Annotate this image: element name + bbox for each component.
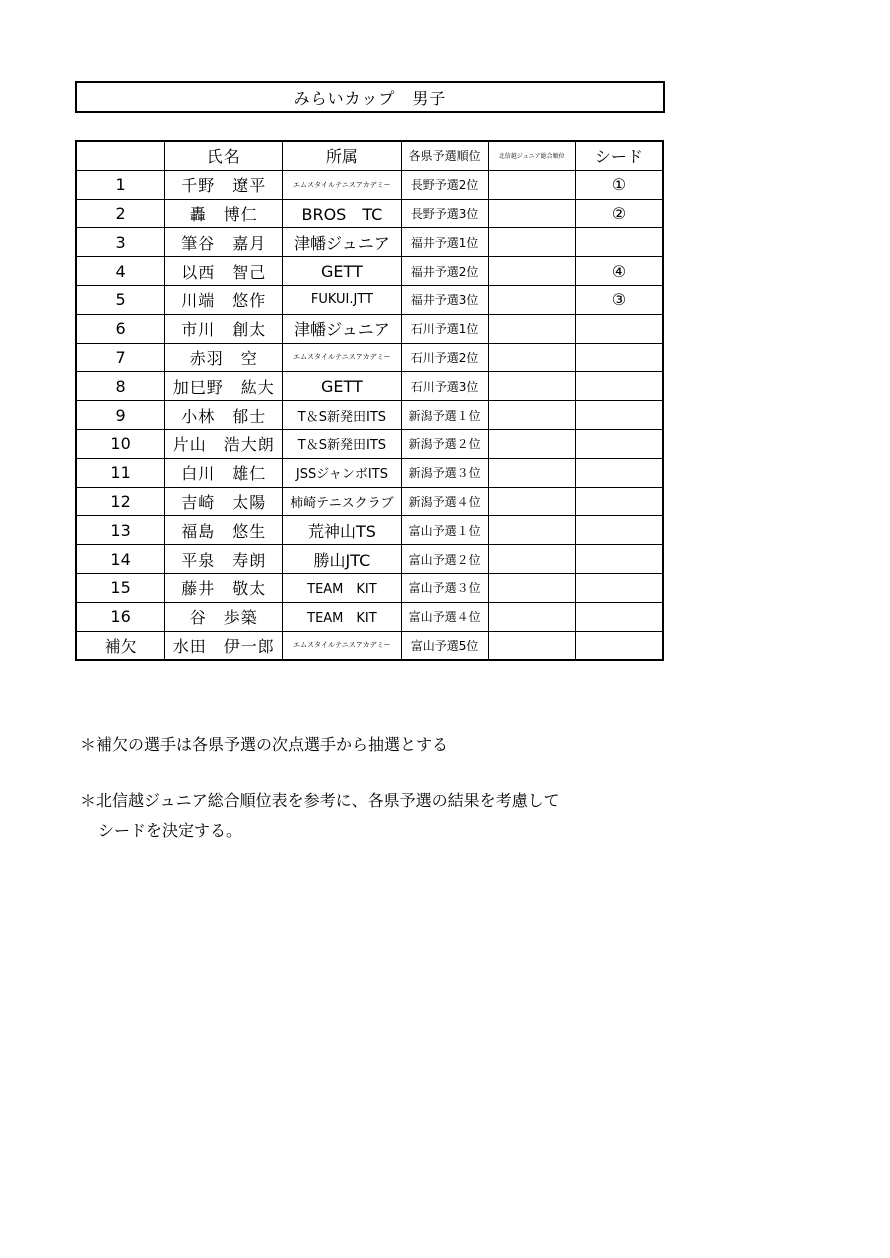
cell-prefecture-rank: 新潟予選２位 [401, 429, 488, 458]
cell-number: 6 [76, 314, 165, 343]
table-row [76, 343, 663, 372]
cell-prefecture-rank: 福井予選2位 [401, 257, 488, 286]
cell-number: 7 [76, 343, 165, 372]
roster-table [75, 140, 664, 661]
cell-prefecture-rank: 富山予選5位 [401, 631, 488, 660]
header-overall-rank: 北信越ジュニア総合順位 [488, 141, 575, 170]
cell-club: GETT [283, 257, 401, 286]
note-seeding [80, 786, 560, 846]
cell-club: FUKUI.JTT [283, 285, 401, 314]
cell-name: 平泉 寿朗 [165, 545, 283, 574]
cell-prefecture-rank: 石川予選3位 [401, 372, 488, 401]
table-row [76, 631, 663, 660]
cell-name: 轟 博仁 [165, 199, 283, 228]
cell-overall-rank [488, 545, 575, 574]
cell-overall-rank [488, 401, 575, 430]
cell-club: JSSジャンボITS [283, 458, 401, 487]
cell-seed [575, 458, 663, 487]
cell-overall-rank [488, 429, 575, 458]
table-row [76, 487, 663, 516]
cell-number: 14 [76, 545, 165, 574]
table-row [76, 257, 663, 286]
cell-club: GETT [283, 372, 401, 401]
cell-club: T＆S新発田ITS [283, 429, 401, 458]
cell-seed: ② [575, 199, 663, 228]
cell-prefecture-rank: 富山予選４位 [401, 602, 488, 631]
cell-name: 小林 郁士 [165, 401, 283, 430]
header-name: 氏名 [165, 141, 283, 170]
cell-number: 4 [76, 257, 165, 286]
table-row [76, 314, 663, 343]
cell-number: 8 [76, 372, 165, 401]
cell-prefecture-rank: 長野予選3位 [401, 199, 488, 228]
cell-seed [575, 573, 663, 602]
cell-prefecture-rank: 富山予選１位 [401, 516, 488, 545]
table-row [76, 602, 663, 631]
cell-seed [575, 631, 663, 660]
cell-number: 13 [76, 516, 165, 545]
cell-overall-rank [488, 631, 575, 660]
cell-number: 10 [76, 429, 165, 458]
cell-club: エムスタイルテニスアカデミー [283, 343, 401, 372]
cell-name: 市川 創太 [165, 314, 283, 343]
cell-overall-rank [488, 199, 575, 228]
table-row [76, 458, 663, 487]
cell-number: 9 [76, 401, 165, 430]
note-seeding-line1: ＊北信越ジュニア総合順位表を参考に、各県予選の結果を考慮して [80, 791, 560, 810]
cell-club: 津幡ジュニア [283, 228, 401, 257]
note-seeding-line2: シードを決定する。 [98, 821, 243, 840]
cell-number: 2 [76, 199, 165, 228]
cell-number: 3 [76, 228, 165, 257]
cell-overall-rank [488, 573, 575, 602]
header-prefecture-rank: 各県予選順位 [401, 141, 488, 170]
table-row [76, 545, 663, 574]
cell-number: 15 [76, 573, 165, 602]
cell-overall-rank [488, 285, 575, 314]
cell-seed [575, 602, 663, 631]
cell-club: 勝山JTC [283, 545, 401, 574]
table-row [76, 285, 663, 314]
table-row [76, 516, 663, 545]
table-row [76, 228, 663, 257]
note-alternate: ＊補欠の選手は各県予選の次点選手から抽選とする [80, 735, 449, 754]
cell-seed: ③ [575, 285, 663, 314]
cell-name: 赤羽 空 [165, 343, 283, 372]
notes [80, 730, 560, 846]
table-row [76, 573, 663, 602]
cell-name: 片山 浩大朗 [165, 429, 283, 458]
cell-overall-rank [488, 516, 575, 545]
cell-seed [575, 401, 663, 430]
cell-club: TEAM KIT [283, 602, 401, 631]
cell-prefecture-rank: 福井予選1位 [401, 228, 488, 257]
cell-name: 福島 悠生 [165, 516, 283, 545]
cell-club: 津幡ジュニア [283, 314, 401, 343]
cell-name: 川端 悠作 [165, 285, 283, 314]
cell-prefecture-rank: 新潟予選１位 [401, 401, 488, 430]
cell-seed: ① [575, 170, 663, 199]
cell-name: 加巳野 紘大 [165, 372, 283, 401]
cell-number: 5 [76, 285, 165, 314]
cell-number: 補欠 [76, 631, 165, 660]
cell-name: 藤井 敬太 [165, 573, 283, 602]
cell-prefecture-rank: 富山予選２位 [401, 545, 488, 574]
cell-seed [575, 314, 663, 343]
cell-club: 柿崎テニスクラブ [283, 487, 401, 516]
cell-seed: ④ [575, 257, 663, 286]
table-row [76, 170, 663, 199]
cell-name: 吉崎 太陽 [165, 487, 283, 516]
cell-prefecture-rank: 石川予選1位 [401, 314, 488, 343]
cell-number: 12 [76, 487, 165, 516]
header-club: 所属 [283, 141, 401, 170]
header-number [76, 141, 165, 170]
cell-name: 千野 遼平 [165, 170, 283, 199]
cell-name: 筆谷 嘉月 [165, 228, 283, 257]
page-title: みらいカップ 男子 [75, 81, 665, 113]
cell-overall-rank [488, 170, 575, 199]
cell-seed [575, 429, 663, 458]
cell-seed [575, 487, 663, 516]
cell-prefecture-rank: 富山予選３位 [401, 573, 488, 602]
cell-club: BROS TC [283, 199, 401, 228]
cell-club: 荒神山TS [283, 516, 401, 545]
cell-club: T＆S新発田ITS [283, 401, 401, 430]
cell-prefecture-rank: 新潟予選３位 [401, 458, 488, 487]
cell-club: TEAM KIT [283, 573, 401, 602]
cell-seed [575, 372, 663, 401]
cell-overall-rank [488, 314, 575, 343]
header-seed: シード [575, 141, 663, 170]
cell-prefecture-rank: 石川予選2位 [401, 343, 488, 372]
cell-club: エムスタイルテニスアカデミー [283, 170, 401, 199]
table-row [76, 429, 663, 458]
cell-overall-rank [488, 257, 575, 286]
cell-overall-rank [488, 343, 575, 372]
cell-name: 水田 伊一郎 [165, 631, 283, 660]
cell-number: 11 [76, 458, 165, 487]
cell-seed [575, 343, 663, 372]
cell-name: 以西 智己 [165, 257, 283, 286]
cell-overall-rank [488, 602, 575, 631]
cell-seed [575, 228, 663, 257]
table-header-row [76, 141, 663, 170]
cell-overall-rank [488, 487, 575, 516]
cell-number: 16 [76, 602, 165, 631]
cell-number: 1 [76, 170, 165, 199]
cell-club: エムスタイルテニスアカデミー [283, 631, 401, 660]
cell-name: 白川 雄仁 [165, 458, 283, 487]
cell-overall-rank [488, 228, 575, 257]
cell-prefecture-rank: 長野予選2位 [401, 170, 488, 199]
cell-seed [575, 545, 663, 574]
cell-prefecture-rank: 福井予選3位 [401, 285, 488, 314]
cell-seed [575, 516, 663, 545]
cell-name: 谷 歩築 [165, 602, 283, 631]
table-row [76, 372, 663, 401]
cell-overall-rank [488, 372, 575, 401]
table-row [76, 199, 663, 228]
table-row [76, 401, 663, 430]
cell-prefecture-rank: 新潟予選４位 [401, 487, 488, 516]
cell-overall-rank [488, 458, 575, 487]
